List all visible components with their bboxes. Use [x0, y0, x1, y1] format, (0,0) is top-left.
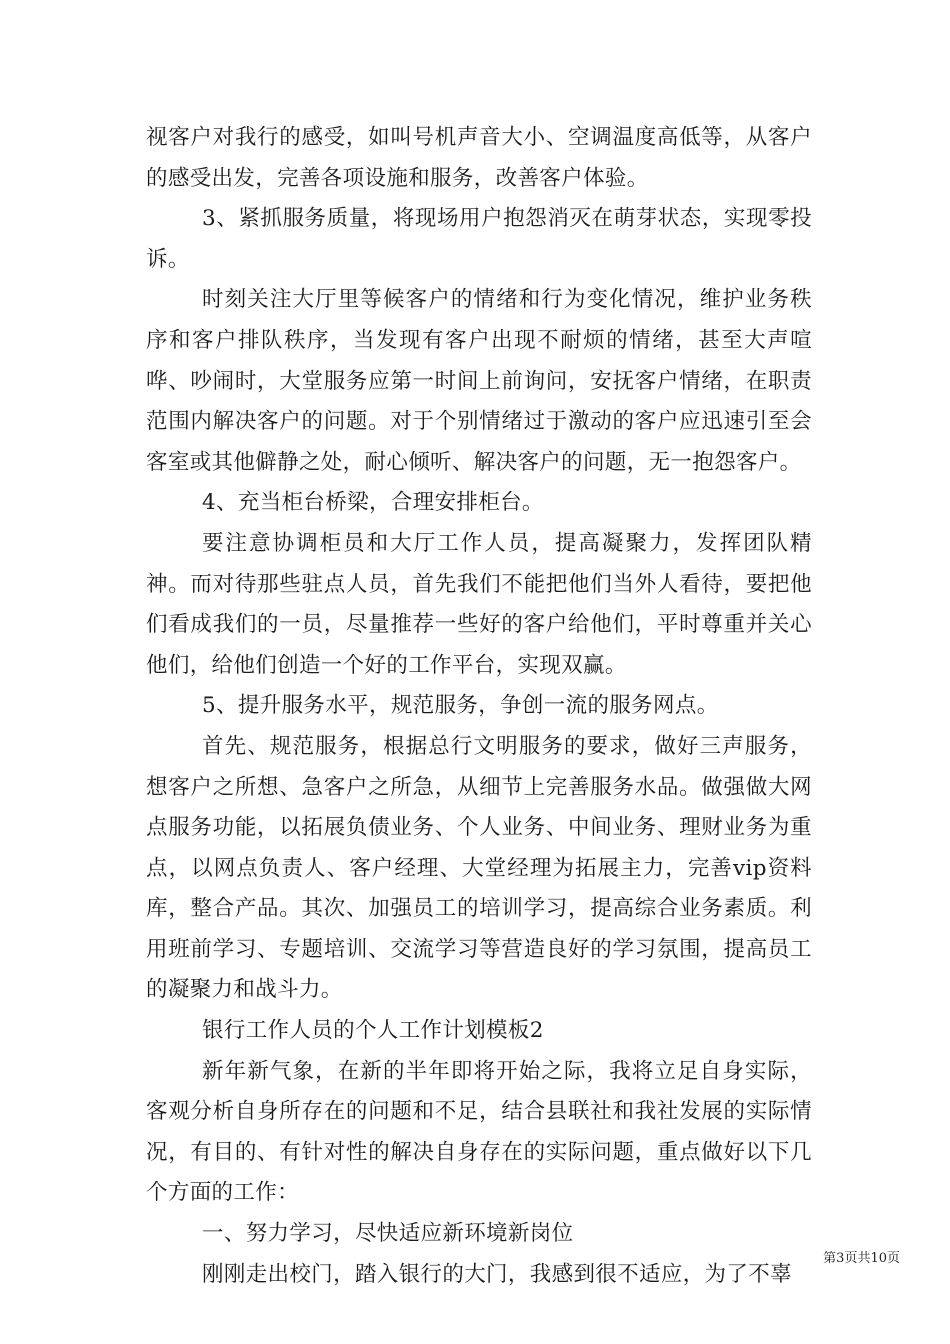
- paragraph: 一、努力学习，尽快适应新环境新岗位: [202, 1221, 574, 1247]
- page-number: 第3页共10页: [823, 1251, 900, 1266]
- paragraph: 时刻关注大厅里等候客户的情绪和行为变化情况，维护业务秩序和客户排队秩序，当发现有客户出现不耐烦的情绪，甚至大声喧哗、吵闹时，大堂服务应第一时间上前询问，安抚客户情绪，在职责范围内解决客户的问题。对于个别情绪过于激动的客户应迅速引至会客室或其他僻静之处，耐心倾听、解决客户的问题，无一抱怨客户。: [146, 287, 812, 475]
- paragraph: 刚刚走出校门，踏入银行的大门，我感到很不适应，为了不辜: [202, 1261, 792, 1287]
- paragraph: 5、提升服务水平，规范服务，争创一流的服务网点。: [202, 693, 719, 719]
- paragraph: 银行工作人员的个人工作计划模板2: [202, 1018, 544, 1044]
- paragraph: 4、充当柜台桥梁，合理安排柜台。: [202, 490, 544, 516]
- paragraph: 首先、规范服务，根据总行文明服务的要求，做好三声服务，想客户之所想、急客户之所急，从细节上完善服务水品。做强做大网点服务功能，以拓展负债业务、个人业务、中间业务、理财业务为重点，以网点负责人、客户经理、大堂经理为拓展主力，完善vip资料库，整合产品。其次、加强员工的培训学习，提高综合业务素质。利用班前学习、专题培训、交流学习等营造良好的学习氛围，提高员工的凝聚力和战斗力。: [146, 733, 812, 1003]
- paragraph: 视客户对我行的感受，如叫号机声音大小、空调温度高低等，从客户的感受出发，完善各项设施和服务，改善客户体验。: [146, 125, 812, 191]
- paragraph: 新年新气象，在新的半年即将开始之际，我将立足自身实际，客观分析自身所存在的问题和不足，结合县联社和我社发展的实际情况，有目的、有针对性的解决自身存在的实际问题，重点做好以下几个方面的工作：: [146, 1058, 812, 1206]
- document-body: [146, 118, 812, 1295]
- paragraph: 要注意协调柜员和大厅工作人员，提高凝聚力，发挥团队精神。而对待那些驻点人员，首先我们不能把他们当外人看待，要把他们看成我们的一员，尽量推荐一些好的客户给他们，平时尊重并关心他们，给他们创造一个好的工作平台，实现双赢。: [146, 530, 812, 678]
- paragraph: 3、紧抓服务质量，将现场用户抱怨消灭在萌芽状态，实现零投诉。: [146, 206, 812, 272]
